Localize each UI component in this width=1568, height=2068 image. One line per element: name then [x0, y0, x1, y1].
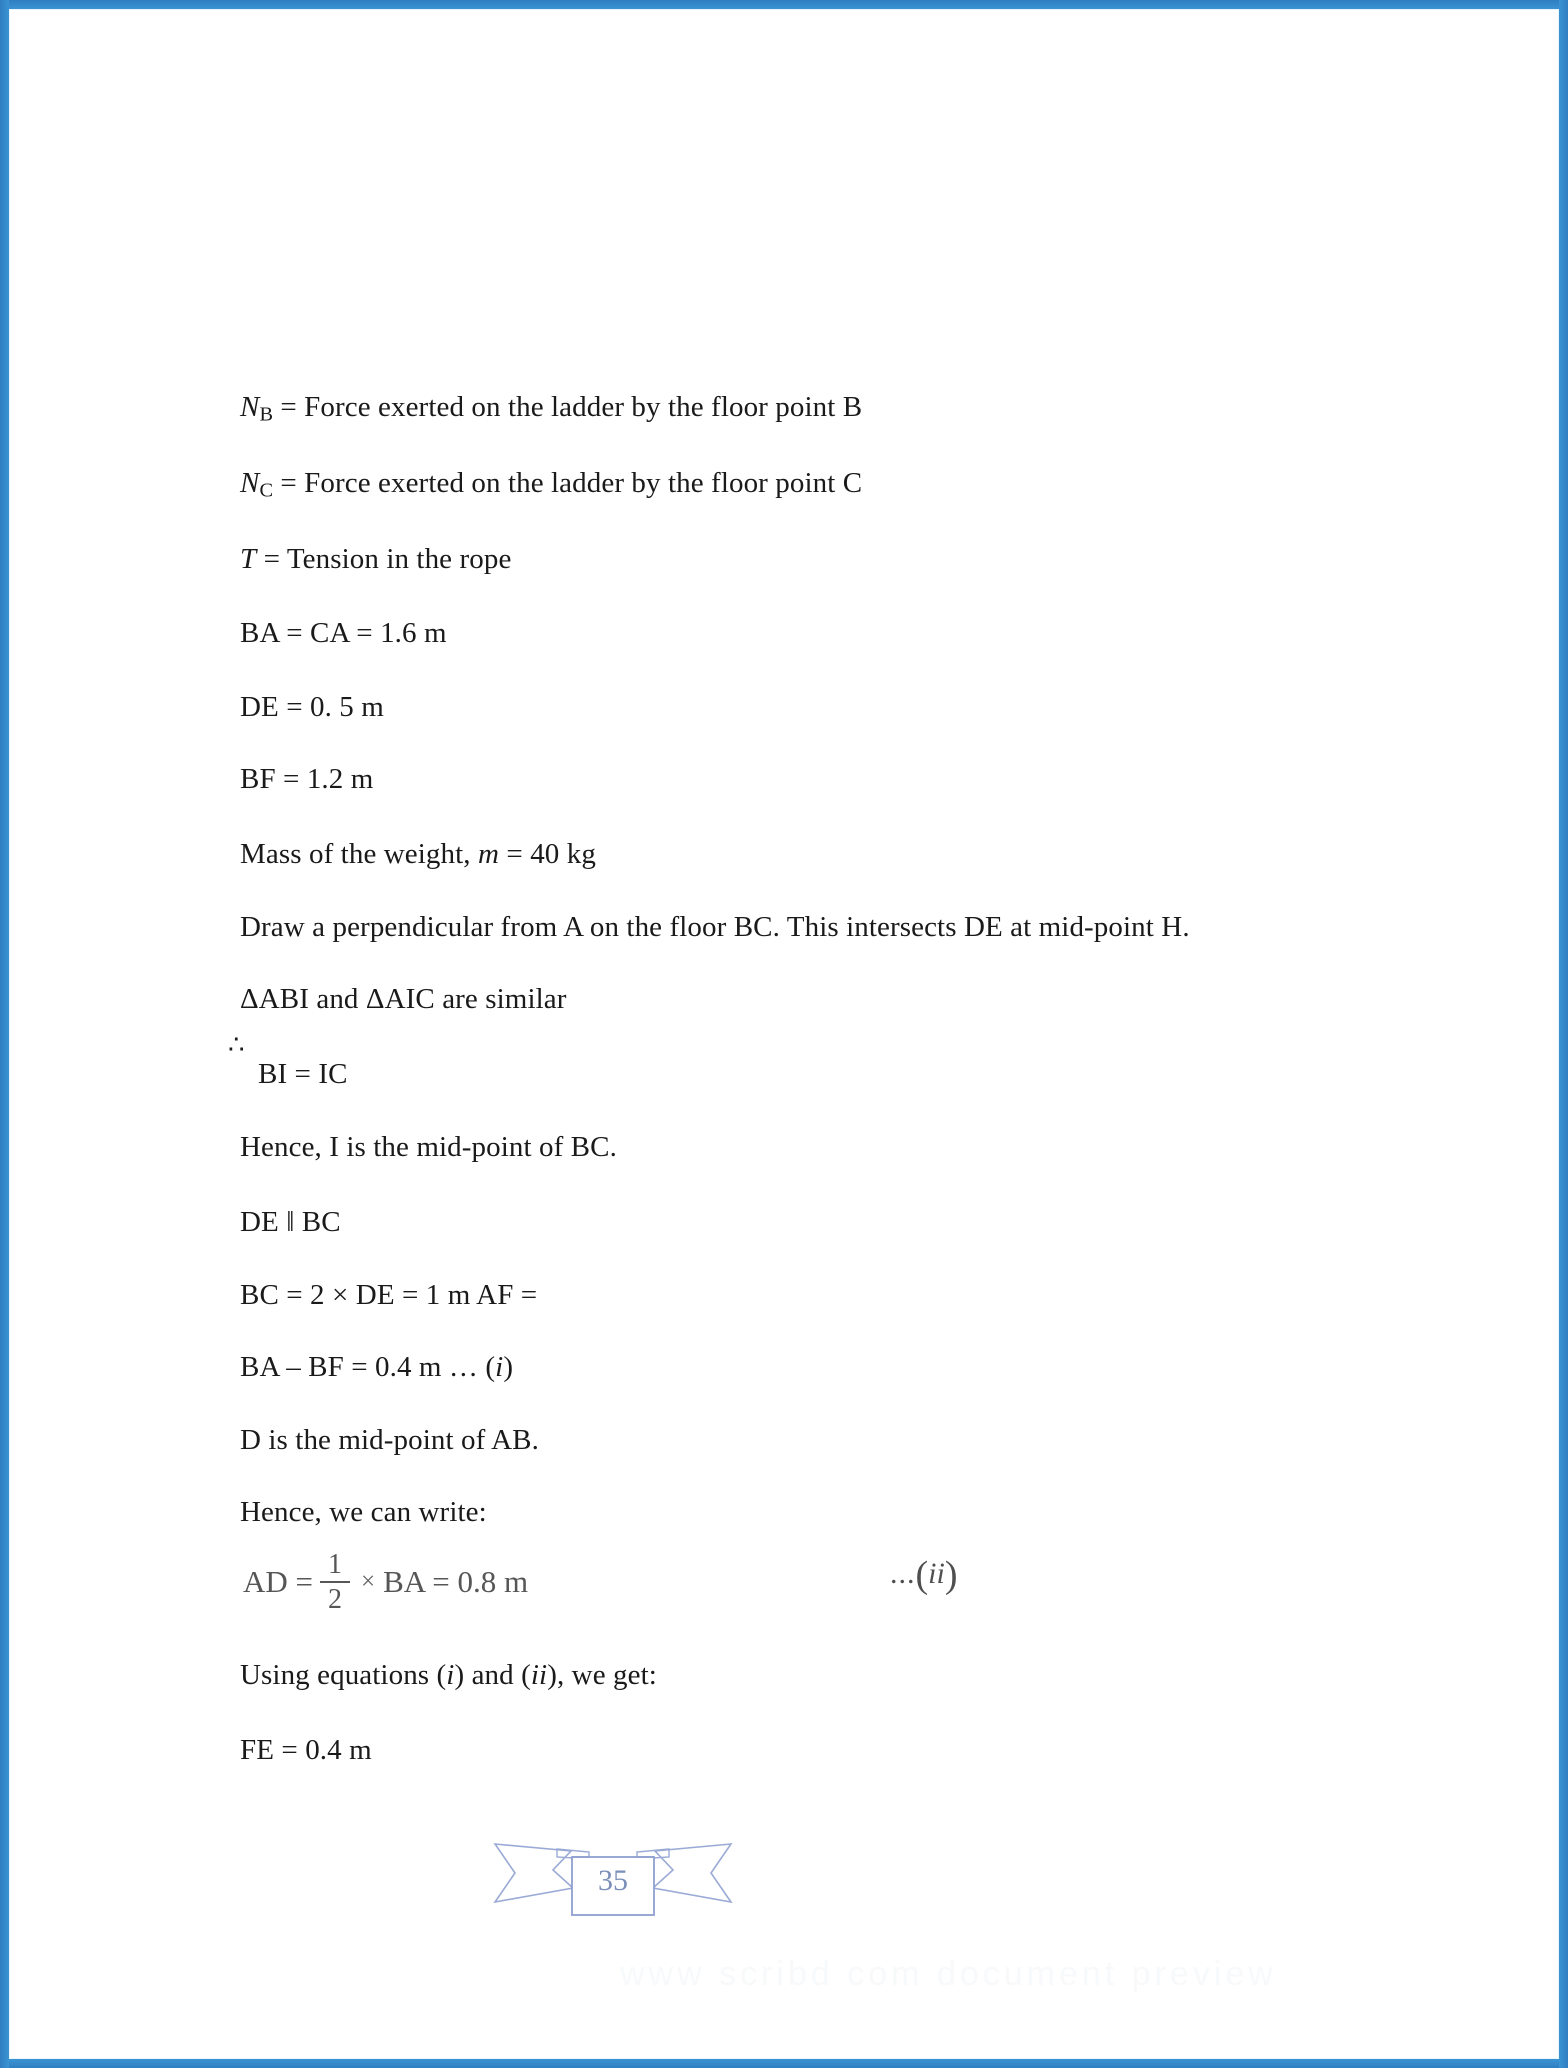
line-t: T = Tension in the rope [240, 543, 512, 575]
equation-reference-ii [890, 1553, 957, 1597]
page-watermark: www scribd com document preview [620, 1955, 1277, 1993]
line-bi-ic: BI = IC [258, 1058, 348, 1090]
line-d-mid: D is the mid-point of AB. [240, 1424, 539, 1456]
line-ba-ca: BA = CA = 1.6 m [240, 617, 447, 649]
page-border-right [1559, 0, 1568, 2068]
equation-rhs: BA = 0.8 m [383, 1563, 529, 1599]
fraction-denominator: 2 [328, 1584, 343, 1615]
page-border-top [0, 0, 1568, 9]
page-number: 35 [598, 1863, 628, 1897]
page-number-ribbon [493, 1826, 733, 1921]
line-using-eq: Using equations (i) and (ii), we get: [240, 1659, 657, 1691]
multiplication-sign: × [361, 1567, 376, 1595]
line-nc: $N_C$ = Force exerted on the ladder by the floor point C [240, 467, 863, 502]
equation-ad-half-ba [243, 1550, 528, 1613]
line-hence-mid: Hence, I is the mid-point of BC. [240, 1131, 617, 1163]
line-draw: Draw a perpendicular from A on the floor BC. This intersects DE at mid-point H. [240, 911, 1190, 943]
line-fe: FE = 0.4 m [240, 1734, 372, 1766]
equation-lhs: AD = [243, 1563, 314, 1599]
equation-reference-dots: ... [890, 1557, 916, 1591]
ribbon-graphic [493, 1826, 733, 1921]
ribbon-left-tail [495, 1844, 573, 1902]
line-hence-wr: Hence, we can write: [240, 1496, 487, 1528]
therefore-symbol: ∴ [228, 1030, 245, 1059]
fraction-one-half [320, 1551, 350, 1614]
line-similar: ΔABI and ΔAIC are similar [240, 983, 567, 1015]
equation-reference-open-paren: ( [915, 1554, 929, 1596]
equation-reference-label: ii [928, 1557, 945, 1591]
line-nb: $N_B$ = Force exerted on the ladder by the floor point B [240, 391, 863, 426]
fraction-numerator: 1 [328, 1549, 343, 1580]
line-ba-bf: BA – BF = 0.4 m … (i) [240, 1351, 514, 1383]
line-de: DE = 0. 5 m [240, 691, 384, 723]
line-bc2de: BC = 2 × DE = 1 m AF = [240, 1279, 538, 1311]
line-de-bc: DE ‖ BC [240, 1206, 341, 1238]
page-border-left [0, 0, 9, 2068]
line-bf: BF = 1.2 m [240, 763, 374, 795]
line-mass: Mass of the weight, m = 40 kg [240, 838, 596, 870]
ribbon-center-plate [572, 1857, 654, 1915]
page-border-bottom [0, 2059, 1568, 2068]
ribbon-right-tail [653, 1844, 731, 1902]
equation-reference-close-paren: ) [944, 1554, 958, 1596]
